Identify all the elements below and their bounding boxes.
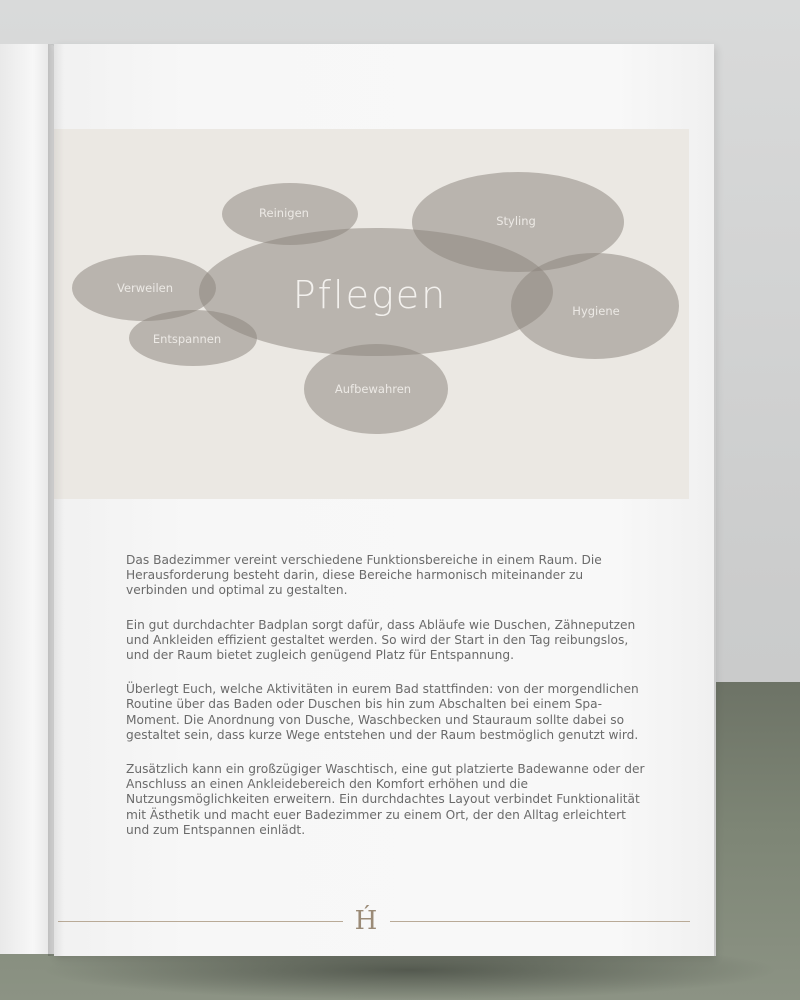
label-reinigen: Reinigen bbox=[259, 206, 309, 220]
paragraph-1: Das Badezimmer vereint verschiedene Funktionsbereiche in einem Raum. Die Herausforderung besteht darin, diese Bereiche harmonisch miteinander zu verbinden und optimal zu gestalten. bbox=[126, 553, 602, 598]
body-text bbox=[126, 553, 646, 857]
label-pflegen: Pflegen bbox=[292, 273, 448, 317]
label-entspannen: Entspannen bbox=[152, 332, 222, 346]
label-hygiene: Hygiene bbox=[572, 304, 620, 318]
paragraph-2: Ein gut durchdachter Badplan sorgt dafür, dass Abläufe wie Duschen, Zähneputzen und Ankleiden effizient gestaltet werden. So wird der Start in den Tag reibungslos, und der Raum bietet zugleich genügend Platz für Entspannung. bbox=[126, 617, 636, 663]
label-aufbewahren: Aufbewahren bbox=[334, 382, 412, 396]
paragraph-3: Überlegt Euch, welche Aktivitäten in eurem Bad stattfinden: von der morgendlichen Routine über das Baden oder Duschen bis hin zum Abschalten bei einem Spa-Moment. Die Anordnung von Dusche, Waschbecken und Stauraum sollte dabei so gestaltet sein, dass kurze Wege entstehen und der Raum bestmöglich genutzt wird. bbox=[126, 682, 639, 742]
footer-rule-left bbox=[58, 921, 343, 922]
label-verweilen: Verweilen bbox=[116, 281, 174, 295]
label-styling: Styling bbox=[496, 214, 536, 228]
left-page-edge bbox=[0, 44, 55, 954]
bubble-diagram bbox=[54, 129, 689, 499]
book-gutter bbox=[48, 44, 64, 956]
brochure-page bbox=[54, 44, 714, 956]
brand-logo: H́ bbox=[354, 906, 378, 936]
function-diagram bbox=[54, 129, 689, 499]
paragraph-4: Zusätzlich kann ein großzügiger Waschtisch, eine gut platzierte Badewanne oder der Anschluss an einen Ankleidebereich den Komfort erhöhen und die Nutzungsmöglichkeiten erweitern. Ein durchdachtes Layout verbindet Funktionalität mit Ästhetik und macht euer Badezimmer zu einem Ort, der den Alltag erleichtert und zum Entspannen einlädt. bbox=[126, 762, 645, 837]
footer-rule-right bbox=[390, 921, 690, 922]
